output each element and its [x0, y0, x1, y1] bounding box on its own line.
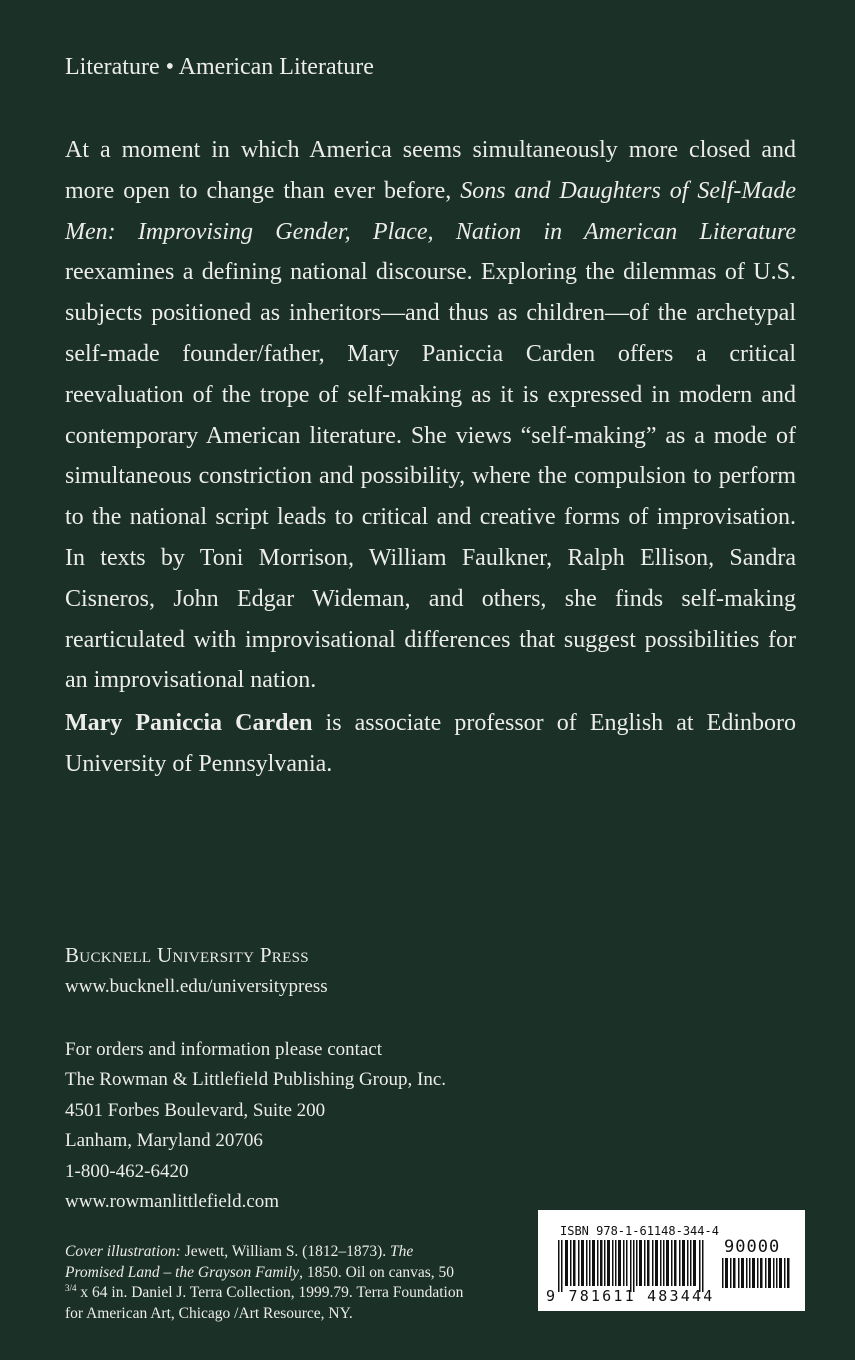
publisher-name: Bucknell University Press: [65, 943, 309, 967]
cover-credit: [65, 1242, 465, 1324]
credit-fraction: 3/4: [65, 1283, 77, 1294]
book-description: [65, 130, 796, 701]
isbn-barcode: [538, 1210, 805, 1311]
book-title: Sons and Daughters of Self-Made Men: Improvising Gender, Place, Nation in American Literature: [65, 177, 796, 245]
credit-title: The Promised Land – the Grayson Family: [65, 1243, 414, 1281]
isbn-label: ISBN 978-1-61148-344-4: [560, 1224, 719, 1238]
author-name: Mary Paniccia Carden: [65, 710, 313, 736]
credit-artist: Jewett, William S. (1812–1873).: [180, 1243, 391, 1260]
description-intro: At a moment in which America seems simultaneously more closed and more open to change than ever before,: [65, 137, 796, 204]
credit-details: x 64 in. Daniel J. Terra Collection, 1999.79. Terra Foundation for American Art, Chicago /Art Resource, NY.: [65, 1284, 464, 1322]
description-body: reexamines a defining national discourse. Exploring the dilemmas of U.S. subjects positioned as inheritors—and thus as children—of the archetypal self-made founder/father, Mary Paniccia Carden offers a critical reevaluation of the trope of self-making as it is expressed in modern and contemporary American literature. She views “self-making” as a mode of simultaneous constriction and possibility, where the compulsion to perform to the national script leads to critical and creative forms of improvisation. In texts by Toni Morrison, William Faulkner, Ralph Ellison, Sandra Cisneros, John Edgar Wideman, and others, she finds self-making rearticulated with improvisational differences that suggest possibilities for an improvisational nation.: [65, 259, 796, 694]
contact-line: The Rowman & Littlefield Publishing Group, Inc.: [65, 1069, 447, 1091]
credit-label: Cover illustration:: [65, 1243, 181, 1260]
publisher-url: www.bucknell.edu/universitypress: [65, 976, 328, 997]
contact-line: Lanham, Maryland 20706: [65, 1130, 263, 1152]
contact-line: 1-800-462-6420: [65, 1160, 189, 1182]
barcode-digits: 9 781611 483444: [546, 1287, 715, 1305]
category-line: Literature • American Literature: [65, 54, 374, 80]
contact-line: 4501 Forbes Boulevard, Suite 200: [65, 1099, 326, 1121]
credit-details: , 1850. Oil on canvas, 50: [299, 1263, 455, 1281]
author-bio: [65, 703, 796, 785]
price-addon: 90000: [724, 1237, 781, 1257]
contact-line: www.rowmanlittlefield.com: [65, 1191, 280, 1213]
contact-block: [65, 1035, 446, 1217]
contact-line: For orders and information please contact: [65, 1039, 383, 1060]
author-bio-text: is associate professor of English at Edinboro University of Pennsylvania.: [65, 710, 796, 777]
